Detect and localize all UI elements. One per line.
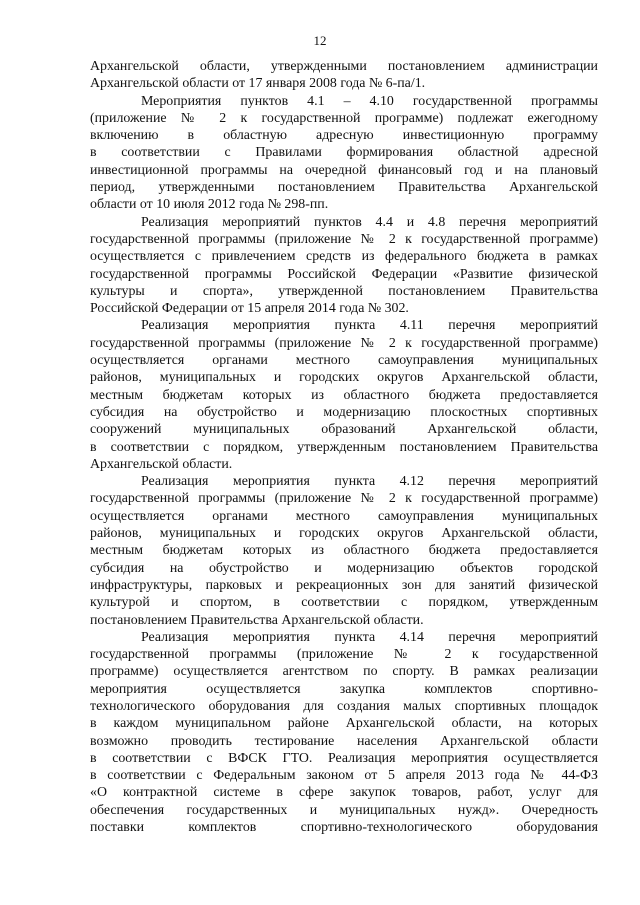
text-line: государственной программы (приложение № 2 к государственной программе) xyxy=(90,335,598,351)
text-line: местным бюджетам которых из областного бюджета предоставляется xyxy=(90,387,598,403)
text-line: в соответствии с ВФСК ГТО. Реализация мероприятия осуществляется xyxy=(90,750,598,766)
text-line: возможно проводить тестирование населения Архангельской области xyxy=(90,733,598,749)
text-line: государственной программы (приложение № 2 к государственной xyxy=(90,647,598,663)
text-line: субсидия на обустройство и модернизацию плоскостных спортивных xyxy=(90,404,598,420)
text-line: осуществляется с привлечением средств из федерального бюджета в рамках xyxy=(90,249,598,265)
text-line: Архангельской области, утвержденными постановлением администрации xyxy=(90,59,598,74)
text-line: государственной программы Российской Федерации «Развитие физической xyxy=(90,266,598,282)
document-body xyxy=(90,58,598,836)
text-line: в соответствии с Федеральным законом от 5 апреля 2013 года № 44-ФЗ xyxy=(90,768,598,784)
text-line: постановлением Правительства Архангельской области. xyxy=(90,612,424,628)
text-line: субсидия на обустройство и модернизацию объектов городской xyxy=(90,560,598,576)
text-line: государственной программы (приложение № 2 к государственной программе) xyxy=(90,491,598,507)
text-line: Архангельской области от 17 января 2008 года № 6-па/1. xyxy=(90,76,426,92)
text-line: в каждом муниципальном районе Архангельской области, на которых xyxy=(90,716,598,732)
text-line: поставки комплектов спортивно-технологического оборудования xyxy=(90,820,598,836)
paragraph xyxy=(90,214,598,318)
text-line: области от 10 июля 2012 года № 298-пп. xyxy=(90,197,329,213)
text-line: Российской Федерации от 15 апреля 2014 года № 302. xyxy=(90,301,409,317)
text-line: (приложение № 2 к государственной программе) подлежат ежегодному xyxy=(90,110,598,126)
text-line: обеспечения государственных и муниципальных нужд». Очередность xyxy=(90,802,598,818)
text-line: Реализация мероприятий пунктов 4.4 и 4.8 перечня мероприятий xyxy=(141,214,598,230)
text-line: осуществляется органами местного самоуправления муниципальных xyxy=(90,508,598,524)
page-number: 12 xyxy=(313,33,327,48)
text-line: районов, муниципальных и городских округов Архангельской области, xyxy=(90,526,598,542)
text-line: районов, муниципальных и городских округов Архангельской области, xyxy=(90,370,598,386)
text-line: программе) осуществляется агентством по спорту. В рамках реализации xyxy=(90,664,598,680)
text-line: инфраструктуры, парковых и рекреационных зон для занятий физической xyxy=(90,577,598,593)
text-line: Реализация мероприятия пункта 4.12 перечня мероприятий xyxy=(141,474,598,490)
text-line: включению в областную адресную инвестиционную программу xyxy=(90,128,598,144)
text-line: в соответствии с Правилами формирования областной адресной xyxy=(90,145,598,161)
text-line: Реализация мероприятия пункта 4.14 перечня мероприятий xyxy=(141,629,598,645)
paragraph xyxy=(90,317,598,473)
text-line: технологического оборудования для создания малых спортивных площадок xyxy=(90,698,598,714)
text-line: инвестиционной программы на очередной финансовый год и на плановый xyxy=(90,162,598,178)
paragraph xyxy=(90,629,598,837)
paragraph xyxy=(90,473,598,629)
text-line: государственной программы (приложение № 2 к государственной программе) xyxy=(90,231,598,247)
text-line: Реализация мероприятия пункта 4.11 перечня мероприятий xyxy=(141,318,598,334)
text-line: мероприятия осуществляется закупка комплектов спортивно- xyxy=(90,681,598,697)
text-line: культурой и спортом, в соответствии с порядком, утвержденным xyxy=(90,595,598,611)
text-line: сооружений муниципальных образований Архангельской области, xyxy=(90,422,598,438)
paragraph xyxy=(90,58,598,93)
text-line: местным бюджетам которых из областного бюджета предоставляется xyxy=(90,543,598,559)
text-line: в соответствии с порядком, утвержденным постановлением Правительства xyxy=(90,439,598,455)
text-line: период, утвержденными постановлением Правительства Архангельской xyxy=(90,180,598,196)
text-line: культуры и спорта», утвержденной постановлением Правительства xyxy=(90,283,598,299)
text-line: «О контрактной системе в сфере закупок товаров, работ, услуг для xyxy=(90,785,598,801)
text-line: осуществляется органами местного самоуправления муниципальных xyxy=(90,353,598,369)
text-line: Архангельской области. xyxy=(90,456,233,472)
text-line: Мероприятия пунктов 4.1 – 4.10 государственной программы xyxy=(141,93,598,109)
paragraph xyxy=(90,93,598,214)
